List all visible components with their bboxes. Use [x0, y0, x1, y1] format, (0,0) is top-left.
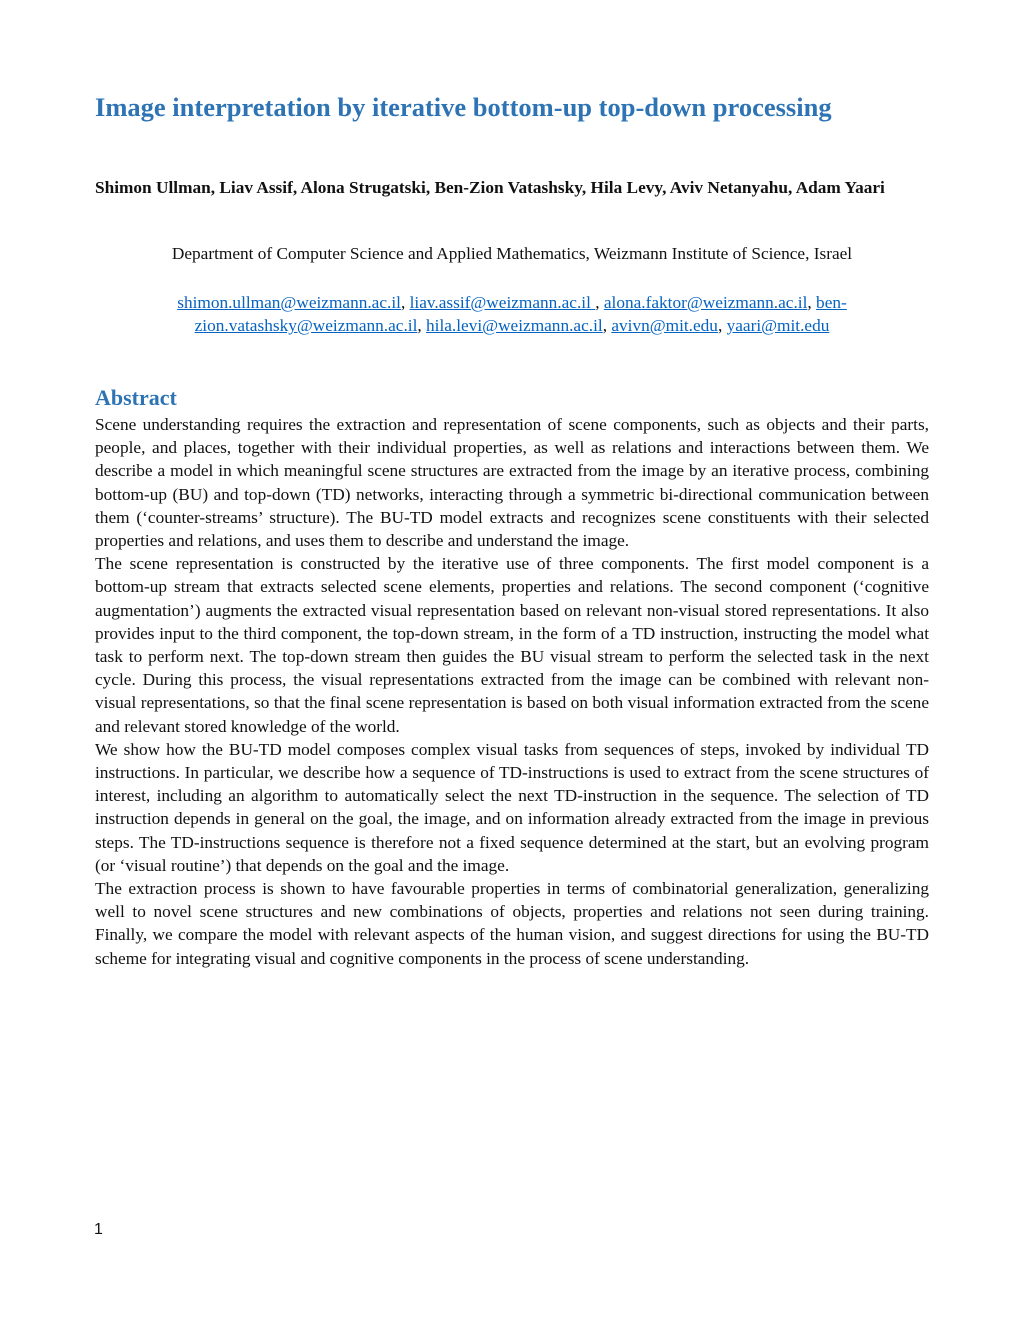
abstract-paragraph: The scene representation is constructed by the iterative use of three components. The first model component is a bottom-up stream that extracts selected scene elements, properties and relations. The second component (‘cognitive augmentation’) augments the extracted visual representation based on relevant non-visual stored representations. It also provides input to the third component, the top-down stream, in the form of a TD instruction, instructing the model what task to perform next. The top-down stream then guides the BU visual stream to perform the selected task in the next cycle. During this process, the visual representations extracted from the image can be combined with relevant non-visual representations, so that the final scene representation is based on both visual information extracted from the scene and relevant stored knowledge of the world. [95, 554, 929, 736]
page-number: 1 [94, 1221, 103, 1238]
email-link[interactable]: liav.assif@weizmann.ac.il [409, 293, 596, 312]
email-separator: , [807, 293, 817, 312]
abstract-body [95, 413, 929, 970]
email-separator: , [400, 293, 410, 312]
email-separator: , [595, 293, 600, 312]
abstract-paragraph: The extraction process is shown to have favourable properties in terms of combinatorial generalization, generalizing well to novel scene structures and new combinations of objects, properties and relations not seen during training. Finally, we compare the model with relevant aspects of the human vision, and suggest directions for using the BU-TD scheme for integrating visual and cognitive components in the process of scene understanding. [95, 879, 929, 968]
email-link[interactable]: shimon.ullman@weizmann.ac.il [177, 293, 401, 312]
email-link[interactable]: yaari@mit.edu [726, 316, 830, 335]
email-link[interactable]: avivn@mit.edu [611, 316, 718, 335]
email-separator: , [602, 316, 612, 335]
abstract-heading: Abstract [95, 385, 177, 410]
email-link[interactable]: ben-zion.vatashsky@weizmann.ac.il [194, 293, 847, 335]
email-link[interactable]: alona.faktor@weizmann.ac.il [603, 293, 808, 312]
abstract-paragraph: We show how the BU-TD model composes complex visual tasks from sequences of steps, invoked by individual TD instructions. In particular, we describe how a sequence of TD-instructions is used to extract from the scene structures of interest, including an algorithm to automatically select the next TD-instruction in the sequence. The selection of TD instruction depends in general on the goal, the image, and on information already extracted from the image in previous steps. The TD-instructions sequence is therefore not a fixed sequence determined at the start, but an evolving program (or ‘visual routine’) that depends on the goal and the image. [95, 739, 929, 875]
email-separator: , [417, 316, 427, 335]
paper-title: Image interpretation by iterative bottom-up top-down processing [95, 92, 832, 122]
author-list: Shimon Ullman, Liav Assif, Alona Strugatski, Ben-Zion Vatashsky, Hila Levy, Aviv Netanyahu, Adam Yaari [95, 178, 885, 197]
email-list [95, 291, 929, 337]
abstract-paragraph: Scene understanding requires the extraction and representation of scene components, such as objects and their parts, people, and places, together with their individual properties, as well as relations and interactions between them. We describe a model in which meaningful scene structures are extracted from the image by an iterative process, combining bottom-up (BU) and top-down (TD) networks, interacting through a symmetric bi-directional communication between them (‘counter-streams’ structure). The BU-TD model extracts and recognizes scene constituents with their selected properties and relations, and uses them to describe and understand the image. [95, 415, 929, 551]
email-link[interactable]: hila.levi@weizmann.ac.il [426, 316, 603, 335]
affiliation: Department of Computer Science and Applied Mathematics, Weizmann Institute of Science, Israel [171, 244, 853, 263]
email-separator: , [717, 316, 727, 335]
